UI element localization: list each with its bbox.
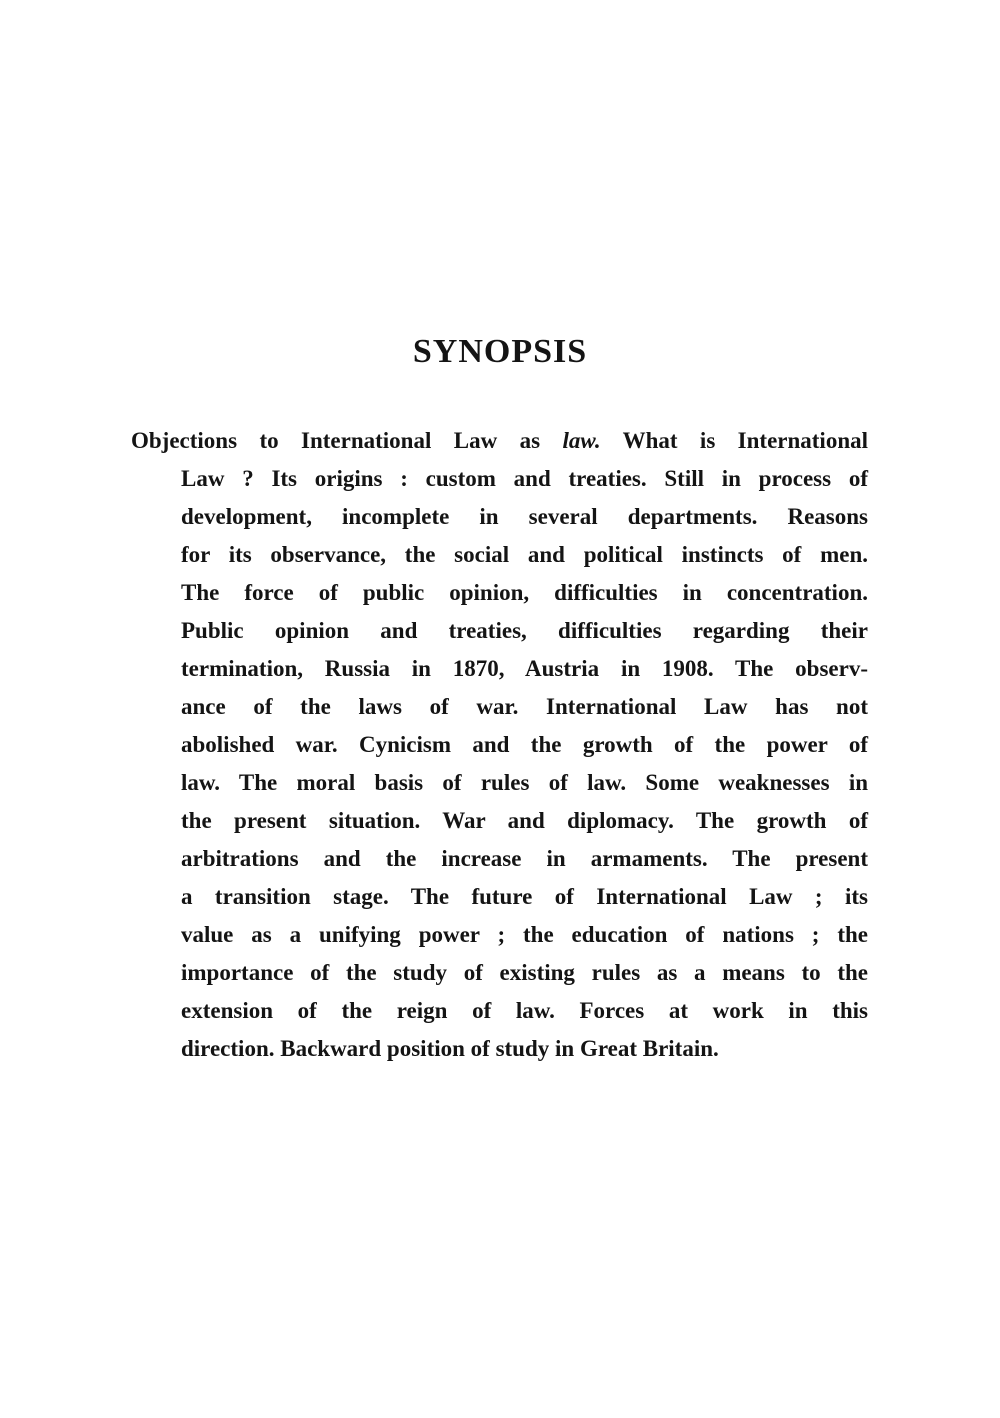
synopsis-line: a transition stage. The future of International Law ; its xyxy=(181,884,868,909)
synopsis-line: value as a unifying power ; the education of nations ; the xyxy=(181,922,868,947)
page-title: SYNOPSIS xyxy=(412,333,588,370)
synopsis-emphasis: law. xyxy=(562,428,601,453)
synopsis-line: for its observance, the social and political instincts of men. xyxy=(181,542,868,567)
synopsis-line: importance of the study of existing rules as a means to the xyxy=(181,960,868,985)
synopsis-line: termination, Russia in 1870, Austria in 1908. The observ- xyxy=(181,656,868,681)
synopsis-line xyxy=(131,422,868,460)
synopsis-text: What is International xyxy=(600,428,869,453)
synopsis-text: Objections to International Law as xyxy=(131,428,563,453)
synopsis-line: The force of public opinion, difficulties in concentration. xyxy=(181,580,868,605)
synopsis-line: Public opinion and treaties, difficulties regarding their xyxy=(181,618,868,643)
synopsis-line: the present situation. War and diplomacy. The growth of xyxy=(181,808,868,833)
synopsis-line: direction. Backward position of study in Great Britain. xyxy=(181,1036,719,1061)
synopsis-line: Law ? Its origins : custom and treaties. Still in process of xyxy=(181,466,868,491)
synopsis-line: ance of the laws of war. International Law has not xyxy=(181,694,868,719)
synopsis-line: abolished war. Cynicism and the growth of the power of xyxy=(181,732,868,757)
synopsis-line: law. The moral basis of rules of law. Some weaknesses in xyxy=(181,770,868,795)
synopsis-paragraph xyxy=(131,422,868,1068)
synopsis-line: extension of the reign of law. Forces at work in this xyxy=(181,998,868,1023)
synopsis-line: arbitrations and the increase in armaments. The present xyxy=(181,846,868,871)
synopsis-line: development, incomplete in several departments. Reasons xyxy=(181,504,868,529)
